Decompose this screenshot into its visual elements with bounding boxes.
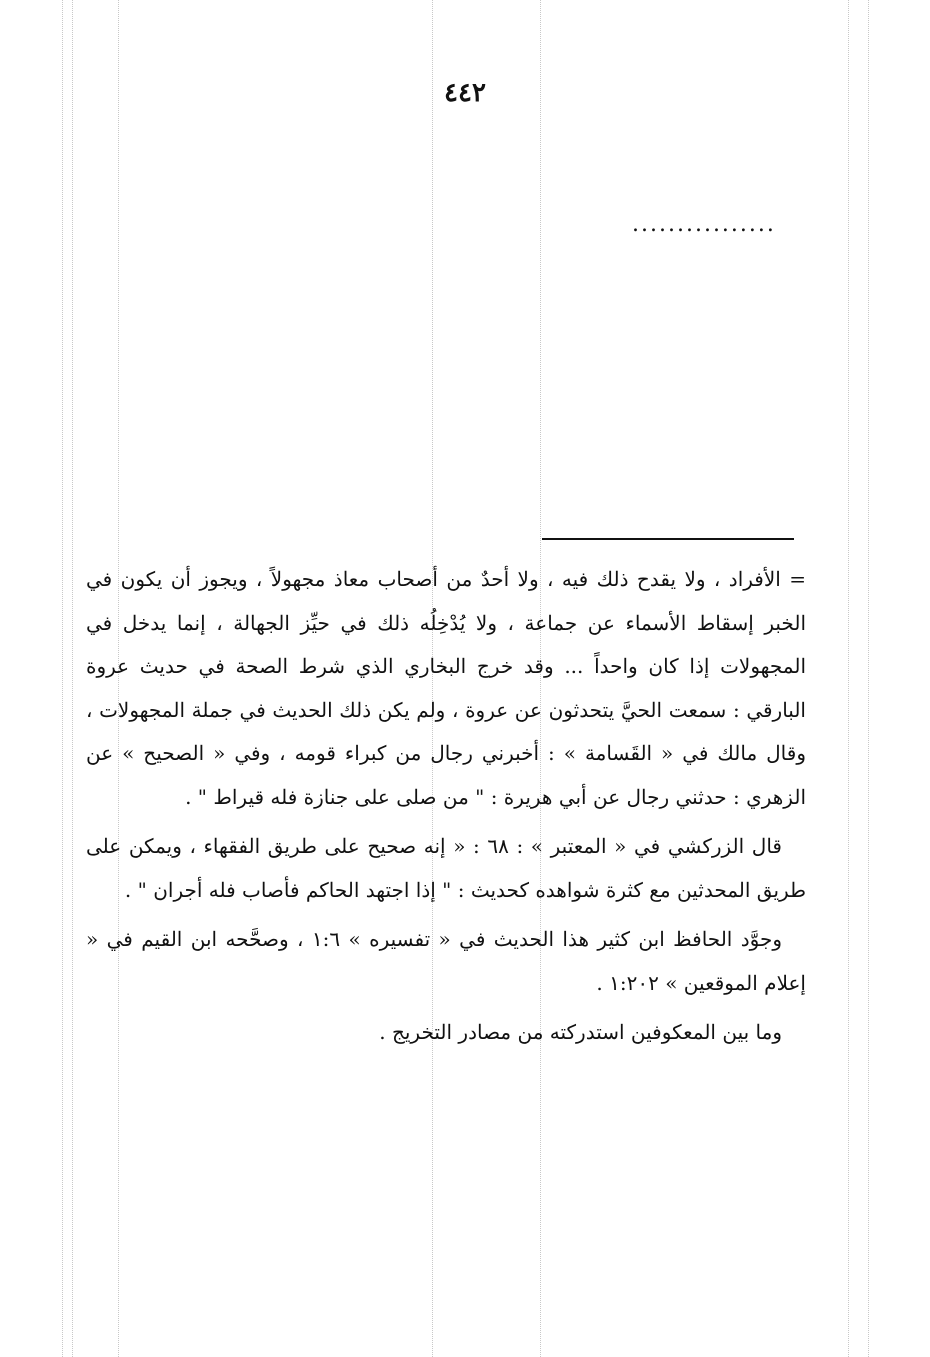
scan-artifact-line xyxy=(868,0,869,1357)
footnote-rule xyxy=(542,538,794,540)
scan-artifact-line xyxy=(848,0,849,1357)
separator-dots: ................ xyxy=(632,212,776,237)
page-number: ٤٤٢ xyxy=(444,78,486,108)
footnote-paragraph: = الأفراد ، ولا يقدح ذلك فيه ، ولا أحدٌ من أصحاب معاذ مجهولاً ، ويجوز أن يكون في الخبر إسقاط الأسماء عن جماعة ، ولا يُدْخِلُه ذلك في حيِّز الجهالة ، إنما يدخل في المجهولات إذا كان واحداً ... وقد خرج البخاري الذي شرط الصحة في حديث عروة البارقي : سمعت الحيَّ يتحدثون عن عروة ، ولم يكن ذلك الحديث في جملة المجهولات ، وقال مالك في « القَسامة » : أخبرني رجال من كبراء قومه ، وفي « الصحيح » عن الزهري : حدثني رجال عن أبي هريرة : " من صلى على جنازة فله قيراط " . xyxy=(86,567,806,809)
footnote-paragraph: وما بين المعكوفين استدركته من مصادر التخريج . xyxy=(379,1020,782,1044)
footnote-paragraph: قال الزركشي في « المعتبر » : ٦٨ : « إنه صحيح على طريق الفقهاء ، ويمكن على طريق المحدثين مع كثرة شواهده كحديث : " إذا اجتهد الحاكم فأصاب فله أجران " . xyxy=(86,834,806,902)
footnote-paragraph: وجوَّد الحافظ ابن كثير هذا الحديث في « تفسيره » ١:٦ ، وصحَّحه ابن القيم في « إعلام الموقعين » ١:٢٠٢ . xyxy=(86,927,806,995)
footnotes-block xyxy=(86,558,806,1055)
scan-artifact-line xyxy=(62,0,63,1357)
scan-artifact-line xyxy=(72,0,73,1357)
